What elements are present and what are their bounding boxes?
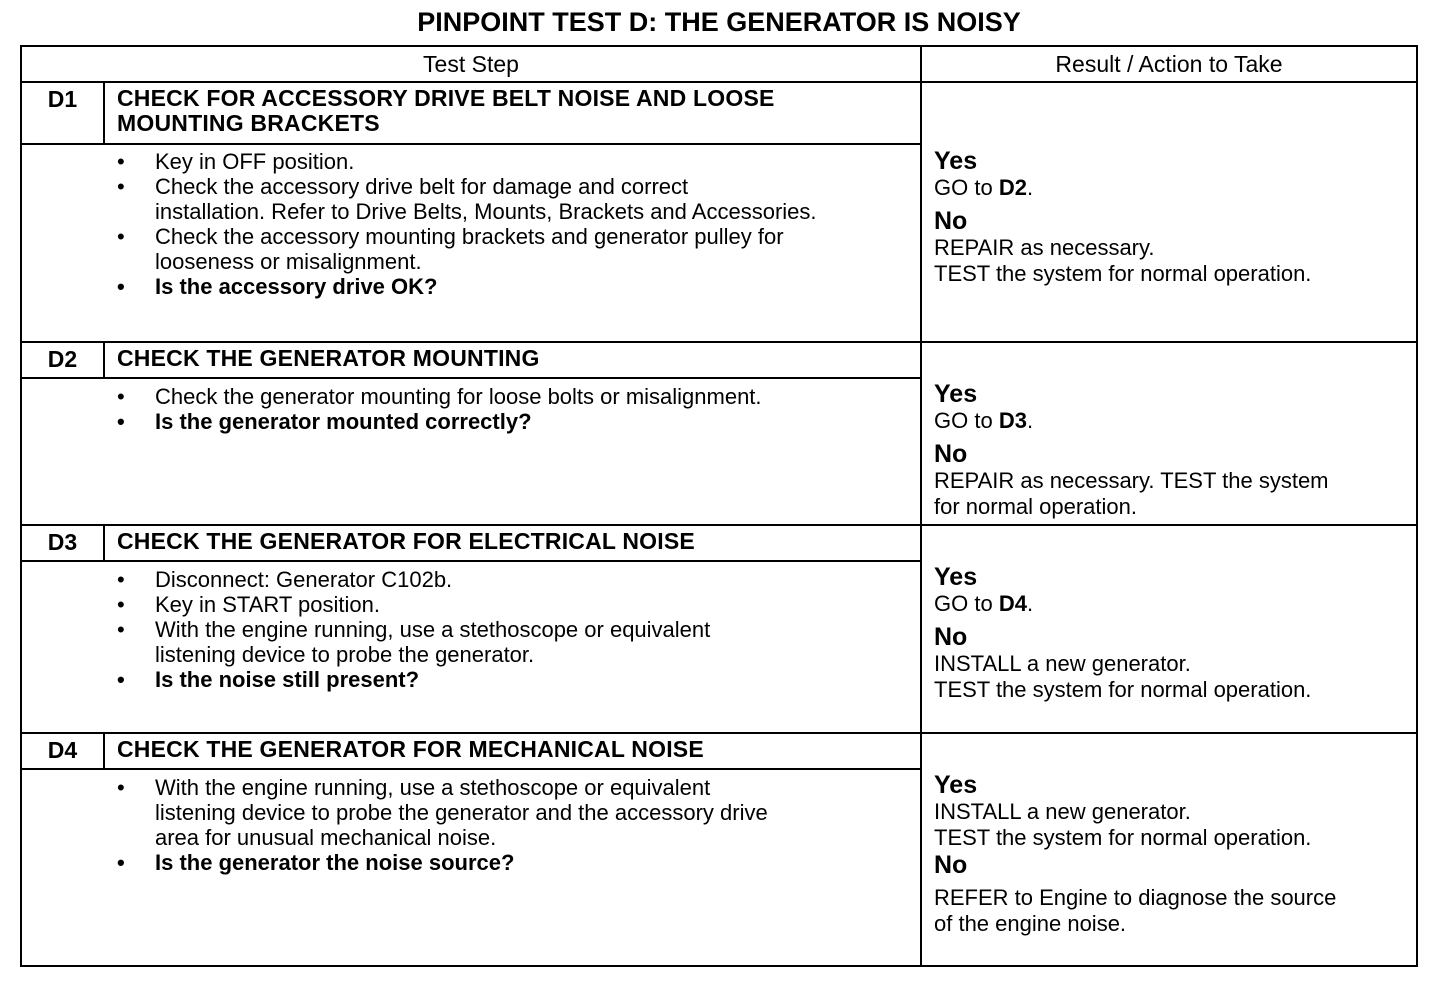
step-header-row bbox=[22, 734, 920, 770]
bullet-question bbox=[117, 850, 916, 875]
no-action-line: for normal operation. bbox=[934, 494, 1137, 519]
bullet-line bbox=[117, 617, 916, 642]
no-action-line: REPAIR as necessary. bbox=[934, 235, 1155, 260]
step-block-d1 bbox=[22, 83, 1416, 343]
bullet-text: Key in OFF position. bbox=[155, 149, 355, 174]
step-id: D1 bbox=[22, 83, 105, 143]
bullet-icon: • bbox=[117, 850, 125, 875]
step-id: D2 bbox=[22, 343, 105, 377]
bullet-text: area for unusual mechanical noise. bbox=[155, 825, 497, 850]
bullet-icon: • bbox=[117, 174, 125, 199]
no-action-line: TEST the system for normal operation. bbox=[934, 261, 1312, 286]
result-cell bbox=[934, 380, 1408, 520]
step-id: D4 bbox=[22, 734, 105, 768]
bullet-line bbox=[117, 592, 916, 617]
bullet-line bbox=[117, 249, 916, 274]
bullet-question bbox=[117, 409, 916, 434]
bullet-line bbox=[117, 825, 916, 850]
bullet-text: Is the accessory drive OK? bbox=[155, 274, 438, 299]
bullet-text: listening device to probe the generator. bbox=[155, 642, 535, 667]
step-bullet-list bbox=[117, 775, 916, 875]
result-cell bbox=[934, 147, 1408, 287]
no-action-line: INSTALL a new generator. bbox=[934, 651, 1191, 676]
bullet-icon: • bbox=[117, 567, 125, 592]
bullet-text: listening device to probe the generator and the accessory drive bbox=[155, 800, 768, 825]
action-end: . bbox=[1026, 591, 1034, 616]
bullet-icon: • bbox=[117, 409, 125, 434]
bullet-line bbox=[117, 800, 916, 825]
step-bullet-list bbox=[117, 567, 916, 692]
step-column bbox=[22, 526, 922, 732]
yes-label: Yes bbox=[934, 147, 978, 175]
step-title bbox=[117, 529, 914, 554]
bullet-text: Disconnect: Generator C102b. bbox=[155, 567, 453, 592]
bullet-text: With the engine running, use a stethoscope or equivalent bbox=[155, 775, 711, 800]
no-action-line: REPAIR as necessary. TEST the system bbox=[934, 468, 1329, 493]
step-title bbox=[117, 346, 914, 371]
bullet-text: Check the accessory mounting brackets and generator pulley for bbox=[155, 224, 784, 249]
step-block-d4 bbox=[22, 734, 1416, 965]
step-column bbox=[22, 734, 922, 965]
no-action-line: TEST the system for normal operation. bbox=[934, 677, 1312, 702]
bullet-line bbox=[117, 199, 916, 224]
step-title-line: CHECK THE GENERATOR FOR ELECTRICAL NOISE bbox=[117, 528, 695, 554]
bullet-text: installation. Refer to Drive Belts, Mounts, Brackets and Accessories. bbox=[155, 199, 817, 224]
bullet-text: Is the generator the noise source? bbox=[155, 850, 515, 875]
bullet-line bbox=[117, 149, 916, 174]
bullet-line bbox=[117, 174, 916, 199]
step-title-line: CHECK THE GENERATOR FOR MECHANICAL NOISE bbox=[117, 736, 704, 762]
goto-target: D2 bbox=[998, 175, 1027, 200]
bullet-line bbox=[117, 567, 916, 592]
bullet-text: Is the noise still present? bbox=[155, 667, 420, 692]
step-block-d3 bbox=[22, 526, 1416, 734]
no-label: No bbox=[934, 207, 968, 235]
step-title-line: MOUNTING BRACKETS bbox=[117, 110, 380, 136]
step-block-d2 bbox=[22, 343, 1416, 526]
step-column bbox=[22, 343, 922, 524]
bullet-icon: • bbox=[117, 617, 125, 642]
no-action-line: REFER to Engine to diagnose the source bbox=[934, 885, 1337, 910]
bullet-line bbox=[117, 642, 916, 667]
no-label: No bbox=[934, 851, 968, 879]
yes-label: Yes bbox=[934, 771, 978, 799]
bullet-text: Key in START position. bbox=[155, 592, 380, 617]
bullet-icon: • bbox=[117, 384, 125, 409]
bullet-icon: • bbox=[117, 775, 125, 800]
action-text: GO to bbox=[934, 591, 993, 616]
step-id: D3 bbox=[22, 526, 105, 560]
no-label: No bbox=[934, 623, 968, 651]
step-title-line: CHECK FOR ACCESSORY DRIVE BELT NOISE AND LOOSE bbox=[117, 85, 775, 111]
no-label: No bbox=[934, 440, 968, 468]
yes-action bbox=[934, 408, 1408, 434]
goto-target: D4 bbox=[998, 591, 1027, 616]
bullet-question bbox=[117, 667, 916, 692]
step-bullet-list bbox=[117, 384, 916, 434]
yes-action-line: INSTALL a new generator. bbox=[934, 799, 1191, 824]
step-bullet-list bbox=[117, 149, 916, 299]
bullet-text: Check the accessory drive belt for damage and correct bbox=[155, 174, 689, 199]
action-text: GO to bbox=[934, 175, 993, 200]
pinpoint-test-table bbox=[20, 45, 1418, 967]
step-title bbox=[117, 86, 914, 136]
action-end: . bbox=[1026, 175, 1034, 200]
page-title: PINPOINT TEST D: THE GENERATOR IS NOISY bbox=[417, 6, 1021, 37]
bullet-icon: • bbox=[117, 667, 125, 692]
step-header-row bbox=[22, 526, 920, 562]
result-cell bbox=[934, 563, 1408, 703]
action-end: . bbox=[1026, 408, 1034, 433]
header-test-step: Test Step bbox=[22, 47, 922, 83]
bullet-question bbox=[117, 274, 916, 299]
bullet-icon: • bbox=[117, 592, 125, 617]
header-result-action: Result / Action to Take bbox=[922, 47, 1416, 83]
step-header-row bbox=[22, 343, 920, 379]
bullet-icon: • bbox=[117, 274, 125, 299]
yes-label: Yes bbox=[934, 380, 978, 408]
bullet-text: Check the generator mounting for loose bolts or misalignment. bbox=[155, 384, 762, 409]
goto-target: D3 bbox=[998, 408, 1027, 433]
yes-action-line: TEST the system for normal operation. bbox=[934, 825, 1312, 850]
action-text: GO to bbox=[934, 408, 993, 433]
bullet-text: looseness or misalignment. bbox=[155, 249, 422, 274]
step-column bbox=[22, 83, 922, 341]
step-title-line: CHECK THE GENERATOR MOUNTING bbox=[117, 345, 540, 371]
no-action-line: of the engine noise. bbox=[934, 911, 1127, 936]
step-title bbox=[117, 737, 914, 762]
yes-label: Yes bbox=[934, 563, 978, 591]
step-header-row bbox=[22, 83, 920, 145]
bullet-text: With the engine running, use a stethoscope or equivalent bbox=[155, 617, 711, 642]
bullet-line bbox=[117, 384, 916, 409]
bullet-icon: • bbox=[117, 149, 125, 174]
yes-action bbox=[934, 591, 1408, 617]
yes-action bbox=[934, 175, 1408, 201]
bullet-text: Is the generator mounted correctly? bbox=[155, 409, 532, 434]
bullet-line bbox=[117, 224, 916, 249]
bullet-icon: • bbox=[117, 224, 125, 249]
bullet-line bbox=[117, 775, 916, 800]
result-cell bbox=[934, 771, 1408, 937]
